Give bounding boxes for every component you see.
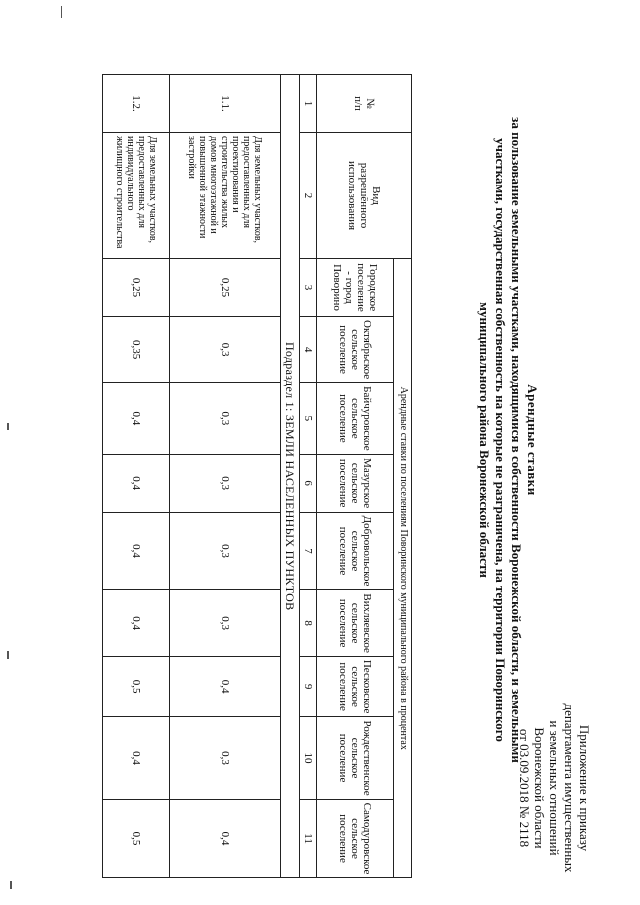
column-number: 3: [300, 259, 317, 317]
title-line: муниципального района Воронежской области: [477, 302, 492, 578]
rate-cell: 0,25: [103, 259, 170, 317]
appendix-line: Приложение к приказу: [577, 724, 592, 852]
appendix-line: Воронежской области: [532, 727, 547, 849]
rate-cell: 0,4: [170, 799, 281, 878]
document-title: [476, 20, 540, 860]
header-settlement: Октябрьское сельское поселение: [317, 317, 394, 383]
column-number: 10: [300, 717, 317, 799]
rate-cell: 0,3: [170, 590, 281, 656]
header-settlement: Вихляевское сельское поселение: [317, 590, 394, 656]
column-number: 9: [300, 656, 317, 717]
rate-cell: 0,3: [170, 317, 281, 383]
header-settlement: Рождественское сельское поселение: [317, 717, 394, 799]
section-row: [281, 75, 300, 878]
scan-speck: [10, 881, 12, 889]
header-group: Арендные ставки по поселениям Поворинского муниципального района в процентах: [394, 259, 412, 878]
appendix-line: и земельных отношений: [547, 720, 562, 856]
column-number: 8: [300, 590, 317, 656]
rate-cell: 0,35: [103, 317, 170, 383]
header-settlement: Мазурское сельское поселение: [317, 454, 394, 512]
column-number: 4: [300, 317, 317, 383]
column-number-row: [300, 75, 317, 878]
rate-cell: 0,5: [103, 799, 170, 878]
row-num: 1.1.: [170, 75, 281, 133]
rate-cell: 0,4: [103, 717, 170, 799]
rate-cell: 0,3: [170, 383, 281, 454]
row-num: 1.2.: [103, 75, 170, 133]
rate-cell: 0,4: [103, 454, 170, 512]
column-number: 6: [300, 454, 317, 512]
column-number: 11: [300, 799, 317, 878]
column-number: 7: [300, 512, 317, 590]
section-title: Подраздел 1: ЗЕМЛИ НАСЕЛЕННЫХ ПУНКТОВ: [281, 75, 300, 878]
header-settlement: Песковское сельское поселение: [317, 656, 394, 717]
rates-table: [102, 74, 412, 878]
header-settlement: Самодуровское сельское поселение: [317, 799, 394, 878]
rate-cell: 0,4: [103, 512, 170, 590]
title-heading: Арендные ставки: [525, 384, 540, 496]
rate-cell: 0,4: [103, 383, 170, 454]
header-settlement: Городское поселение - город Поворино: [317, 259, 394, 317]
column-number: 2: [300, 133, 317, 259]
header-kind: Вид разрешённого использования: [317, 133, 412, 259]
row-kind: Для земельных участков, предоставленных для индивидуального жилищного строительства: [103, 133, 170, 259]
scan-speck: [61, 6, 62, 18]
column-number: 1: [300, 75, 317, 133]
title-line: за пользование земельными участками, находящимися в собственности Воронежской области, и земельными: [509, 117, 524, 763]
rate-cell: 0,4: [103, 590, 170, 656]
rate-cell: 0,5: [103, 656, 170, 717]
rate-cell: 0,4: [170, 656, 281, 717]
column-number: 5: [300, 383, 317, 454]
row-kind: Для земельных участков, предоставленных для проектирования и строительства жилых домов многоэтажной и повышенной этажности застройки: [170, 133, 281, 259]
table-header-row: [394, 75, 412, 878]
appendix-line: от 03.09.2018 № 2118: [517, 728, 532, 848]
title-line: участками, государственная собственность на которые не разграничена, на территории Поворинского: [493, 138, 508, 742]
rate-cell: 0,3: [170, 512, 281, 590]
table-row: [103, 75, 170, 878]
header-settlement: Добровольское сельское поселение: [317, 512, 394, 590]
header-settlement: Байчуровское сельское поселение: [317, 383, 394, 454]
scan-speck: [7, 651, 9, 659]
appendix-line: департамента имущественных: [562, 703, 577, 873]
header-num: № п/п: [317, 75, 412, 133]
scan-speck: [7, 423, 9, 430]
rate-cell: 0,3: [170, 717, 281, 799]
rate-cell: 0,3: [170, 454, 281, 512]
rate-cell: 0,25: [170, 259, 281, 317]
table-row: [170, 75, 281, 878]
